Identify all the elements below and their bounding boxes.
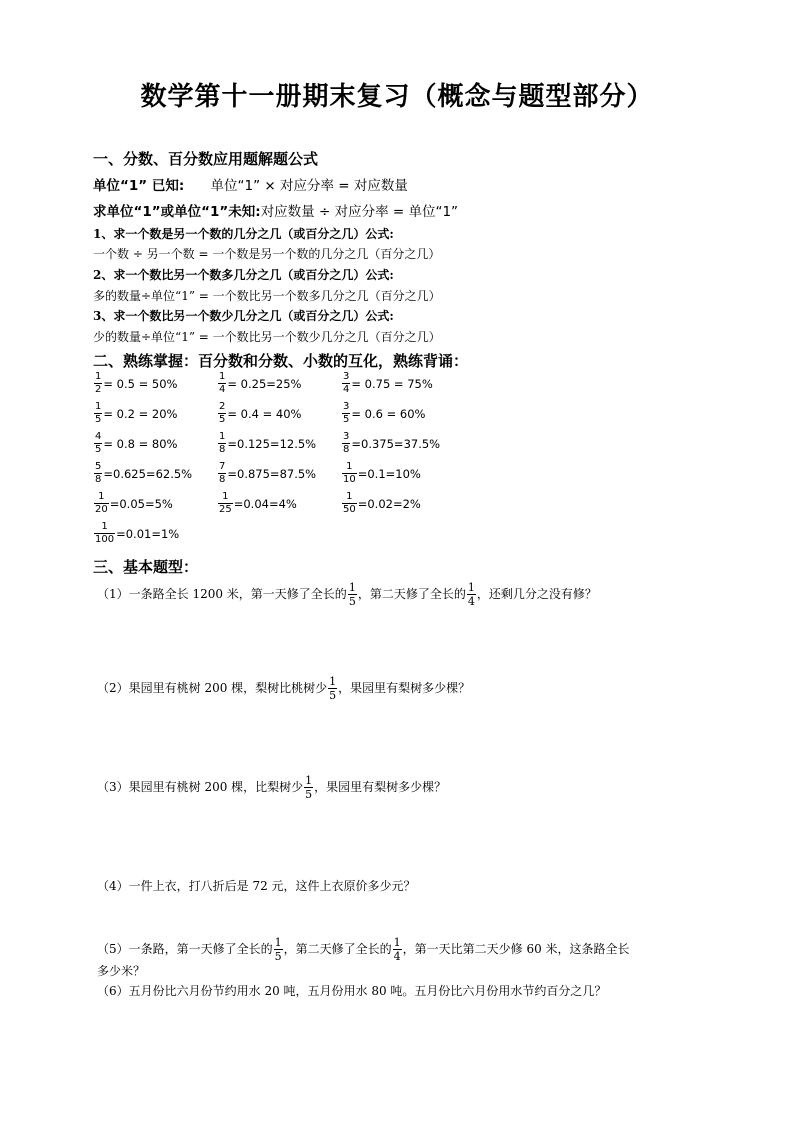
conversion-value: = 0.5 = 50% [103, 376, 178, 391]
conversion-item [93, 492, 173, 515]
q5-text-a: （5）一条路，第一天修了全长的 [97, 942, 273, 956]
conversion-value: =0.125=12.5% [227, 436, 317, 451]
q2-fraction: $\frac{1}{5}$ [329, 675, 337, 702]
conversion-item [93, 372, 177, 395]
q3-fraction: $\frac{1}{5}$ [305, 774, 313, 801]
conversion-value: = 0.8 = 80% [103, 436, 178, 451]
conversion-item [93, 522, 179, 545]
q2-text-b: ，果园里有梨树多少棵？ [338, 681, 471, 695]
question-2 [97, 676, 470, 701]
q5-fraction-1: $\frac{1}{5}$ [274, 936, 282, 963]
q1-fraction-2: $\frac{1}{4}$ [467, 581, 475, 608]
conversion-value: =0.01=1% [116, 526, 180, 541]
conversion-item [341, 492, 421, 515]
formula1-body: 一个数 ÷ 另一个数 = 一个数是另一个数的几分之几（百分之几） [93, 247, 441, 261]
formula3-body: 少的数量÷单位“1” = 一个数比另一个数少几分之几（百分之几） [93, 330, 441, 344]
fraction: $\frac{3}{5}$ [343, 401, 350, 425]
conversion-item [341, 462, 421, 485]
known-unit-formula: 单位“1” × 对应分率 = 对应数量 [210, 178, 408, 194]
formula2-title: 2、求一个数比另一个数多几分之几（或百分之几）公式: [93, 268, 394, 282]
fraction: $\frac{7}{8}$ [219, 461, 226, 485]
question-6: （6）五月份比六月份节约用水 20 吨，五月份用水 80 吨。五月份比六月份用水节约百分之几？ [97, 984, 607, 998]
q1-text-b: ，第二天修了全长的 [357, 587, 466, 601]
q1-text-a: （1）一条路全长 1200 米，第一天修了全长的 [97, 587, 347, 601]
section3-heading: 三、基本题型： [93, 558, 199, 576]
conversion-value: =0.04=4% [233, 496, 297, 511]
unknown-unit-row [93, 200, 458, 220]
conversion-item [341, 402, 425, 425]
fraction: $\frac{1}{25}$ [219, 491, 232, 515]
q2-text-a: （2）果园里有桃树 200 棵，梨树比桃树少 [97, 681, 328, 695]
q5-text-b: ，第二天修了全长的 [283, 942, 392, 956]
conversion-item [217, 462, 316, 485]
fraction: $\frac{3}{4}$ [343, 371, 350, 395]
fraction: $\frac{4}{5}$ [95, 431, 102, 455]
page-title: 数学第十一册期末复习（概念与题型部分） [140, 82, 654, 112]
fraction: $\frac{1}{8}$ [219, 431, 226, 455]
fraction: $\frac{1}{5}$ [95, 401, 102, 425]
question-4: （4）一件上衣，打八折后是 72 元，这件上衣原价多少元？ [97, 879, 416, 893]
q1-text-c: ，还剩几分之没有修？ [476, 587, 597, 601]
section1-heading: 一、分数、百分数应用题解题公式 [93, 150, 319, 168]
q5-fraction-2: $\frac{1}{4}$ [393, 936, 401, 963]
conversion-item [217, 372, 301, 395]
q1-fraction-1: $\frac{1}{5}$ [348, 581, 356, 608]
known-unit-label: 单位“1” 已知: [93, 178, 185, 194]
conversion-value: =0.02=2% [357, 496, 421, 511]
unknown-unit-label: 求单位“1”或单位“1”未知: [93, 204, 261, 220]
conversion-item [93, 462, 192, 485]
section2-heading: 二、熟练掌握：百分数和分数、小数的互化，熟练背诵： [93, 352, 469, 370]
conversion-item [341, 432, 440, 455]
q3-text-a: （3）果园里有桃树 200 棵，比梨树少 [97, 780, 304, 794]
fraction: $\frac{3}{8}$ [343, 431, 350, 455]
conversion-value: = 0.6 = 60% [351, 406, 426, 421]
conversion-value: = 0.25=25% [227, 376, 302, 391]
fraction: $\frac{2}{5}$ [219, 401, 226, 425]
question-5 [97, 937, 630, 962]
question-1 [97, 582, 597, 607]
formula1-title: 1、求一个数是另一个数的几分之几（或百分之几）公式: [93, 227, 394, 241]
fraction: $\frac{1}{2}$ [95, 371, 102, 395]
conversion-value: =0.625=62.5% [103, 466, 193, 481]
conversion-value: = 0.2 = 20% [103, 406, 178, 421]
fraction: $\frac{1}{4}$ [219, 371, 226, 395]
conversion-item [93, 402, 177, 425]
conversion-value: = 0.4 = 40% [227, 406, 302, 421]
question-3 [97, 775, 446, 800]
conversion-item [93, 432, 177, 455]
fraction: $\frac{1}{50}$ [343, 491, 356, 515]
q3-text-b: ，果园里有梨树多少棵？ [314, 780, 447, 794]
conversion-item [217, 402, 301, 425]
formula3-title: 3、求一个数比另一个数少几分之几（或百分之几）公式: [93, 309, 394, 323]
conversion-value: =0.875=87.5% [227, 466, 317, 481]
conversion-value: =0.375=37.5% [351, 436, 441, 451]
formula2-body: 多的数量÷单位“1” = 一个数比另一个数多几分之几（百分之几） [93, 289, 441, 303]
known-unit-row [93, 174, 408, 194]
fraction: $\frac{1}{10}$ [343, 461, 356, 485]
q5-text-c: ，第一天比第二天少修 60 米，这条路全长 [402, 942, 630, 956]
conversion-value: =0.05=5% [109, 496, 173, 511]
conversion-value: =0.1=10% [357, 466, 421, 481]
unknown-unit-formula: 对应数量 ÷ 对应分率 = 单位“1” [260, 204, 459, 220]
fraction: $\frac{5}{8}$ [95, 461, 102, 485]
question-5-continued: 多少米？ [97, 964, 146, 978]
fraction: $\frac{1}{100}$ [95, 521, 115, 545]
fraction: $\frac{1}{20}$ [95, 491, 108, 515]
conversion-value: = 0.75 = 75% [351, 376, 433, 391]
conversion-item [217, 432, 316, 455]
conversion-item [217, 492, 297, 515]
conversion-item [341, 372, 433, 395]
